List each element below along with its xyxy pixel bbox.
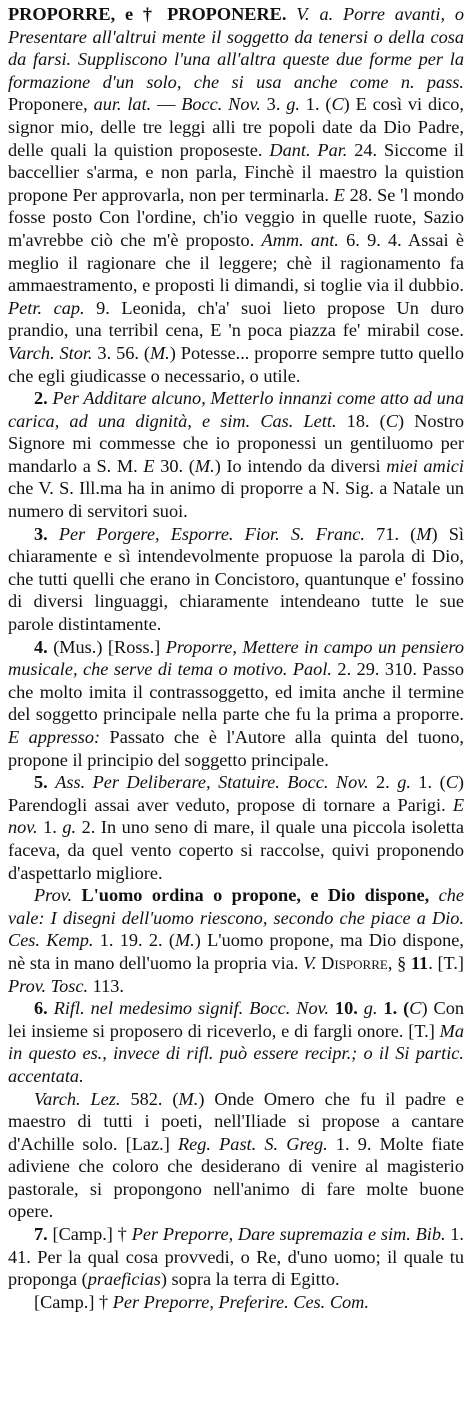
text-run: 71. ( bbox=[365, 523, 417, 544]
sense-3 bbox=[8, 523, 464, 636]
text-run: Ma in questo es., invece di rifl. può essere recipr.; o il Si partic. accentata. bbox=[8, 1020, 464, 1086]
text-run: che vale: I disegni dell'uomo riescono, secondo che piace a Dio. Ces. Kemp. bbox=[8, 885, 464, 951]
text-run: Proporre, Mettere in campo un pensiero musicale, che serve di tema o motivo. Paol. bbox=[8, 636, 464, 680]
text-run: 1. 41. Per la qual cosa provvedi, o Re, d'uno uomo; il quale tu proponga ( bbox=[8, 1224, 465, 1290]
text-run: 2. bbox=[34, 388, 53, 409]
text-run: [Camp.] † bbox=[34, 1291, 113, 1312]
text-run: C bbox=[385, 410, 398, 431]
text-run: 18. ( bbox=[336, 410, 386, 431]
text-run: ) Io intendo da diversi bbox=[214, 455, 387, 476]
text-run: ) Onde Omero che fu il padre e maestro di tutti i poeti, nell'Iliade si propose a cantare d'Achille solo. [Laz.] bbox=[8, 1088, 464, 1154]
text-run: 2. 29. 310. Passo che molto imita il contrassoggetto, ed imita anche il termine del soggetto principale nella parte che fu la prima a proporre. bbox=[8, 659, 464, 725]
text-run: (Mus.) [Ross.] bbox=[53, 636, 166, 657]
text-run: Dant. Par. bbox=[269, 139, 348, 160]
text-run: 9. Leonida, ch'a' suoi lieto propose Un duro prandio, una terribil cena, E 'n poca piazza fe' mirabil cose. bbox=[8, 297, 464, 341]
text-run: 3. bbox=[260, 94, 287, 115]
text-run: 3. 56. ( bbox=[92, 342, 150, 363]
sense-7 bbox=[8, 1223, 464, 1291]
text-run: M. bbox=[178, 1088, 199, 1109]
text-run: che V. S. Ill.ma ha in animo di proporre a N. Sig. a Natale un numero di servitori suoi. bbox=[8, 478, 464, 522]
text-run: C bbox=[331, 94, 344, 115]
text-run: 6. bbox=[34, 998, 54, 1019]
sense-4 bbox=[8, 636, 464, 772]
text-run: C bbox=[409, 998, 422, 1019]
text-run: miei amici bbox=[386, 455, 464, 476]
text-run: ) L'uomo propone, ma Dio dispone, nè sta in mano dell'uomo la propria via. bbox=[8, 930, 464, 973]
text-run: g. bbox=[363, 998, 378, 1019]
text-run: 582. ( bbox=[120, 1088, 179, 1109]
text-run: 5. bbox=[34, 772, 56, 793]
text-run: ) Sì chiaramente e sì intendevolmente propuose la parola di Dio, che tutti quelli che erano in Concistoro, quantunque e' fossino di diversi linguaggi, chiaramente intendeano tutte le sue parole distintamente. bbox=[8, 523, 464, 635]
text-run: ) Parendogli assai aver veduto, propose di tornare a Parigi. bbox=[8, 772, 464, 815]
text-run: 3. bbox=[34, 523, 59, 544]
sense-7-continued bbox=[8, 1291, 464, 1314]
text-run: 1. bbox=[37, 817, 63, 838]
text-run: Per Preporre, Dare supremazia e sim. Bib. bbox=[131, 1224, 446, 1245]
text-run: aur. lat. bbox=[93, 94, 152, 115]
definition-main bbox=[8, 3, 464, 387]
proverb bbox=[8, 884, 464, 997]
text-run: E nov. bbox=[8, 794, 464, 838]
text-run: 1. 19. 2. ( bbox=[93, 930, 175, 951]
text-run: g. bbox=[397, 772, 411, 793]
text-run: E bbox=[333, 184, 345, 205]
text-run: 1. ( bbox=[410, 772, 446, 793]
text-run: praeficias bbox=[87, 1269, 161, 1290]
text-run: , § bbox=[387, 952, 411, 973]
text-run: 2. In uno seno di mare, il quale una piccola isoletta faceva, da quel vento coperto si raccolse, quivi proponendo d'aspettarlo migliore. bbox=[8, 817, 464, 883]
text-run: PROPORRE, e † PROPONERE. bbox=[8, 4, 297, 24]
text-run: ) sopra la terra di Egitto. bbox=[160, 1269, 340, 1290]
text-run: — bbox=[151, 94, 182, 115]
text-run: 1. ( bbox=[299, 94, 332, 115]
text-run: E appresso: bbox=[8, 727, 101, 747]
sense-6 bbox=[8, 997, 464, 1087]
text-run: [Camp.] † bbox=[52, 1224, 132, 1245]
sense-6-continued bbox=[8, 1088, 464, 1224]
text-run: Amm. ant. bbox=[261, 229, 339, 250]
text-run: Varch. Stor. bbox=[8, 342, 93, 363]
text-run: 24. Siccome il baccellier s'arma, e non parla, Finchè il maestro la quistion propone Per approvarla, non per terminarla. bbox=[8, 139, 465, 205]
text-run: ) E così vi dico, signor mio, delle tre leggi alli tre popoli date da Dio Padre, delle quali la quistion proposeste. bbox=[8, 94, 465, 160]
text-run: 11 bbox=[410, 952, 429, 973]
text-run: Prov. Tosc. bbox=[8, 975, 89, 996]
text-run: Per Porgere, Esporre. Fior. S. Franc. bbox=[58, 523, 365, 544]
text-run: C bbox=[445, 772, 458, 793]
text-run: Passato che è l'Autore alla quinta del tuono, propone il principio del soggetto principale. bbox=[8, 727, 464, 770]
text-run: M. bbox=[174, 930, 195, 951]
text-run: 28. Se 'l mondo fosse posto Con l'ordine, ch'io veggio in quelle ruote, Sazio m'avrebbe ciò che m'è proposto. bbox=[8, 184, 464, 250]
text-run: V. a. Porre avanti, o Presentare all'altrui mente il soggetto da tenersi o della cosa da farsi. Suppliscono l'una all'altra queste due forme per la formazione d'un solo, che si usa anche come n. pass. bbox=[8, 4, 464, 92]
text-run: Bocc. Nov. bbox=[181, 94, 261, 115]
text-run: Per Preporre, Preferire. Ces. Com. bbox=[112, 1291, 369, 1312]
text-run: ) Potesse... proporre sempre tutto quello che egli giudicasse o necessario, o utile. bbox=[8, 342, 464, 386]
text-run: ) Nostro Signore mi commesse che io proponessi un gentiluomo per mandarlo a S. M. bbox=[8, 410, 464, 476]
text-run: Varch. Lez. bbox=[34, 1088, 121, 1109]
text-run: L'uomo ordina o propone, e Dio dispone, bbox=[81, 885, 430, 906]
text-run: V. bbox=[303, 952, 317, 973]
text-run: Reg. Past. S. Greg. bbox=[177, 1133, 328, 1154]
text-run: M. bbox=[194, 455, 215, 476]
text-run: ) Con lei insieme si proposero di riceverlo, e di fargli onore. [T.] bbox=[8, 998, 464, 1041]
text-run: E bbox=[143, 455, 155, 476]
text-run: Proponere, bbox=[8, 94, 94, 115]
text-run: 6. 9. 4. Assai è meglio il ragionare che il leggere; chè il ragionamento fa ammaestramento, e proposti li dimandi, si toglie via il dubbio. bbox=[8, 229, 464, 296]
text-run: Prov. bbox=[34, 885, 82, 906]
sense-2 bbox=[8, 387, 464, 523]
text-run: M. bbox=[149, 342, 170, 363]
text-run: 10. bbox=[328, 998, 364, 1019]
text-run: 30. ( bbox=[154, 455, 195, 476]
text-run: g. bbox=[286, 94, 300, 115]
text-run: g. bbox=[62, 817, 77, 838]
text-run: Per Additare alcuno, Metterlo innanzi come atto ad una carica, ad una dignità, e sim. Cas. Lett. bbox=[8, 388, 464, 431]
text-run: . [T.] bbox=[428, 952, 464, 973]
text-run: M bbox=[416, 523, 432, 544]
text-run: 7. bbox=[34, 1224, 53, 1245]
text-run: Disporre bbox=[316, 952, 388, 973]
text-run: 2. bbox=[368, 772, 398, 793]
sense-5 bbox=[8, 771, 464, 884]
text-run: 1. ( bbox=[377, 998, 410, 1019]
text-run: Petr. cap. bbox=[8, 297, 85, 318]
text-run: Ass. Per Deliberare, Statuire. Bocc. Nov. bbox=[55, 772, 369, 793]
text-run: Rifl. nel medesimo signif. Bocc. Nov. bbox=[53, 998, 329, 1019]
text-run: 113. bbox=[88, 975, 124, 996]
text-run: 4. bbox=[34, 636, 54, 657]
text-run: 1. 9. Molte fiate adiviene che coloro che desiderano di venire al magisterio pastorale, si propongono nell'animo di fare molte buone opere. bbox=[8, 1133, 464, 1222]
